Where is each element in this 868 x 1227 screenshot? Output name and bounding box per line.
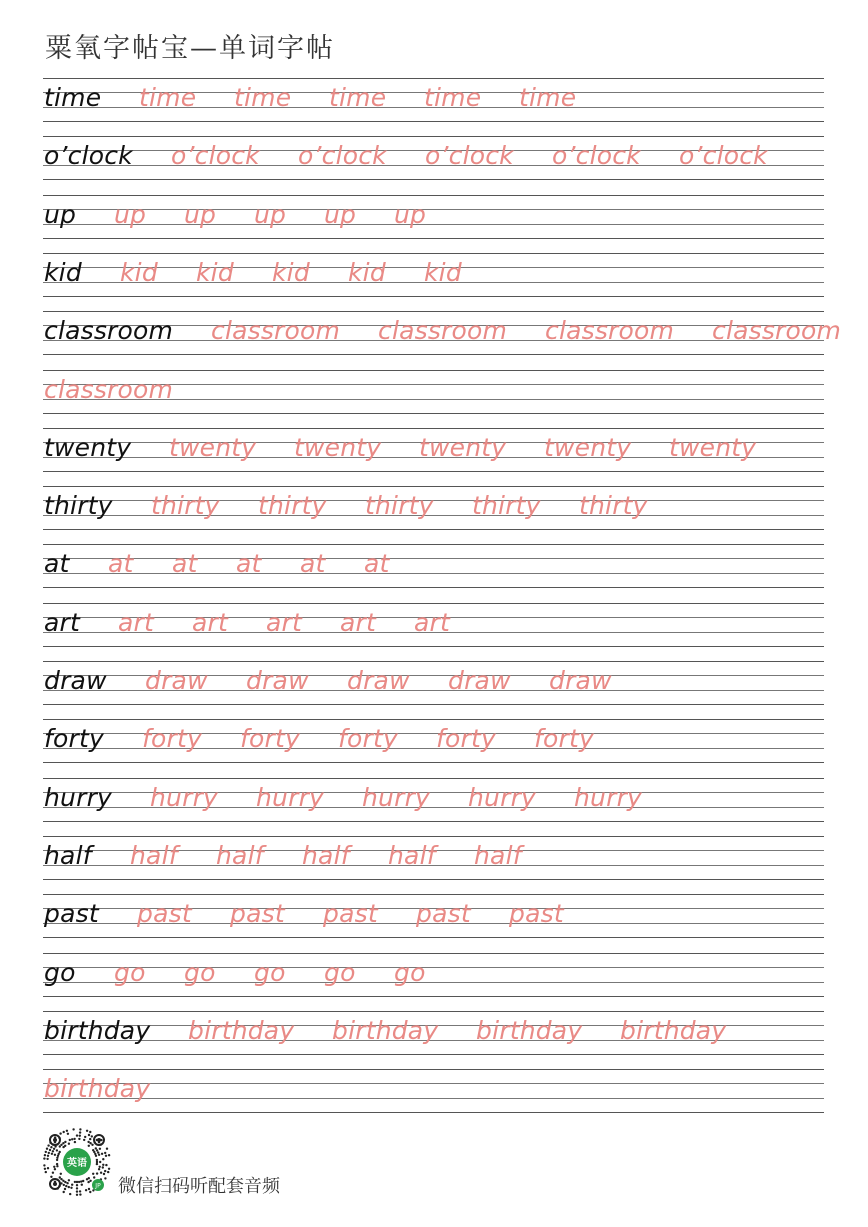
tracing-word: twenty: [544, 432, 632, 462]
tracing-word: forty: [534, 724, 594, 754]
guide-line: [43, 953, 824, 954]
tracing-word: half: [302, 840, 350, 870]
tracing-word: past: [416, 899, 471, 929]
tracing-word: time: [139, 83, 197, 112]
practice-row: [43, 195, 824, 239]
tracing-word: time: [234, 83, 292, 112]
model-word: half: [44, 840, 92, 870]
guide-line: [43, 1083, 824, 1084]
tracing-word: art: [266, 607, 303, 637]
guide-line: [43, 486, 824, 487]
tracing-word: past: [230, 899, 285, 929]
tracing-word: at: [236, 549, 262, 579]
guide-line: [43, 544, 824, 545]
model-word: hurry: [44, 782, 113, 812]
tracing-word: kid: [272, 257, 310, 287]
tracing-word: birthday: [44, 1074, 151, 1104]
tracing-word: half: [216, 840, 264, 870]
practice-row: [43, 370, 824, 414]
guide-line: [43, 982, 824, 983]
practice-row: [43, 78, 824, 122]
practice-row: [43, 253, 824, 297]
guide-line: [43, 209, 824, 210]
tracing-word: draw: [549, 666, 612, 695]
guide-line: [43, 311, 824, 312]
model-word: forty: [44, 724, 104, 754]
qr-code-icon[interactable]: [40, 1125, 114, 1199]
guide-line: [43, 354, 824, 355]
tracing-word: go: [394, 957, 426, 987]
tracing-word: time: [424, 83, 482, 112]
tracing-word: thirty: [151, 491, 220, 521]
tracing-word: thirty: [579, 491, 648, 521]
guide-line: [43, 661, 824, 662]
model-word: draw: [44, 666, 107, 695]
guide-line: [43, 529, 824, 530]
tracing-word: classroom: [378, 316, 508, 346]
practice-row: [43, 1011, 824, 1055]
model-word: art: [44, 607, 81, 637]
model-word: up: [44, 199, 77, 229]
guide-line: [43, 413, 824, 414]
tracing-word: classroom: [44, 374, 174, 404]
tracing-word: go: [254, 957, 286, 987]
tracing-word: classroom: [545, 316, 675, 346]
tracing-word: classroom: [211, 316, 341, 346]
tracing-word: birthday: [476, 1015, 583, 1045]
guide-line: [43, 1098, 824, 1099]
guide-line: [43, 471, 824, 472]
practice-row: [43, 953, 824, 997]
guide-line: [43, 195, 824, 196]
tracing-word: go: [184, 957, 216, 987]
model-word: time: [44, 83, 102, 112]
tracing-word: draw: [145, 666, 208, 695]
tracing-word: thirty: [258, 491, 327, 521]
guide-line: [43, 370, 824, 371]
tracing-word: kid: [424, 257, 462, 287]
tracing-word: birthday: [332, 1015, 439, 1045]
tracing-word: up: [254, 199, 287, 229]
tracing-word: half: [130, 840, 178, 870]
tracing-word: past: [323, 899, 378, 929]
tracing-word: at: [364, 549, 390, 579]
tracing-word: go: [114, 957, 146, 987]
guide-line: [43, 879, 824, 880]
tracing-word: forty: [338, 724, 398, 754]
tracing-word: time: [519, 83, 577, 112]
tracing-word: hurry: [468, 782, 537, 812]
tracing-word: o’clock: [552, 141, 641, 171]
tracing-word: go: [324, 957, 356, 987]
guide-line: [43, 573, 824, 574]
tracing-word: hurry: [574, 782, 643, 812]
guide-line: [43, 136, 824, 137]
tracing-word: up: [184, 199, 217, 229]
practice-row: [43, 544, 824, 588]
tracing-word: art: [340, 607, 377, 637]
tracing-word: draw: [448, 666, 511, 695]
guide-line: [43, 719, 824, 720]
guide-line: [43, 428, 824, 429]
model-word: thirty: [44, 491, 113, 521]
tracing-word: forty: [436, 724, 496, 754]
tracing-word: o’clock: [679, 141, 768, 171]
tracing-word: o’clock: [425, 141, 514, 171]
tracing-word: birthday: [620, 1015, 727, 1045]
guide-line: [43, 1011, 824, 1012]
tracing-word: art: [192, 607, 229, 637]
tracing-word: twenty: [419, 432, 507, 462]
guide-line: [43, 1054, 824, 1055]
model-word: o’clock: [44, 141, 133, 171]
model-word: classroom: [44, 316, 174, 346]
model-word: go: [44, 957, 76, 987]
guide-line: [43, 646, 824, 647]
tracing-word: time: [329, 83, 387, 112]
guide-line: [43, 996, 824, 997]
practice-row: [43, 1069, 824, 1113]
tracing-word: forty: [142, 724, 202, 754]
tracing-word: at: [300, 549, 326, 579]
guide-line: [43, 937, 824, 938]
guide-line: [43, 778, 824, 779]
tracing-word: up: [394, 199, 427, 229]
footer-caption: 微信扫码听配套音频: [118, 1176, 280, 1197]
practice-row: [43, 311, 842, 355]
tracing-word: up: [324, 199, 357, 229]
tracing-word: at: [172, 549, 198, 579]
tracing-word: classroom: [712, 316, 842, 346]
guide-line: [43, 238, 824, 239]
page-title: 粟氧字帖宝—单词字帖: [45, 33, 335, 64]
practice-row: [43, 719, 824, 763]
tracing-word: twenty: [294, 432, 382, 462]
tracing-word: past: [509, 899, 564, 929]
tracing-word: hurry: [256, 782, 325, 812]
guide-line: [43, 894, 824, 895]
guide-line: [43, 558, 824, 559]
tracing-word: twenty: [169, 432, 257, 462]
tracing-word: kid: [348, 257, 386, 287]
tracing-word: hurry: [150, 782, 219, 812]
guide-line: [43, 762, 824, 763]
tracing-word: o’clock: [171, 141, 260, 171]
tracing-word: birthday: [188, 1015, 295, 1045]
practice-row: [43, 778, 824, 822]
guide-line: [43, 224, 824, 225]
tracing-word: art: [414, 607, 451, 637]
tracing-word: kid: [196, 257, 234, 287]
guide-line: [43, 121, 824, 122]
practice-row: [43, 428, 824, 472]
tracing-word: thirty: [365, 491, 434, 521]
model-word: birthday: [44, 1015, 151, 1045]
guide-line: [43, 253, 824, 254]
guide-line: [43, 967, 824, 968]
model-word: twenty: [44, 432, 132, 462]
tracing-word: hurry: [362, 782, 431, 812]
tracing-word: half: [474, 840, 522, 870]
tracing-word: draw: [347, 666, 410, 695]
guide-line: [43, 821, 824, 822]
tracing-word: kid: [120, 257, 158, 287]
practice-row: [43, 661, 824, 705]
tracing-word: forty: [240, 724, 300, 754]
tracing-word: art: [118, 607, 155, 637]
tracing-word: draw: [246, 666, 309, 695]
tracing-word: twenty: [669, 432, 757, 462]
guide-line: [43, 704, 824, 705]
tracing-word: up: [114, 199, 147, 229]
qr-badge-text: 英语: [67, 1158, 87, 1169]
guide-line: [43, 836, 824, 837]
guide-line: [43, 78, 824, 79]
footer: [40, 1125, 440, 1205]
guide-line: [43, 179, 824, 180]
tracing-word: past: [137, 899, 192, 929]
guide-line: [43, 296, 824, 297]
practice-row: [43, 836, 824, 880]
tracing-word: half: [388, 840, 436, 870]
guide-line: [43, 603, 824, 604]
model-word: kid: [44, 257, 82, 287]
tracing-word: o’clock: [298, 141, 387, 171]
tracing-word: at: [108, 549, 134, 579]
guide-line: [43, 587, 824, 588]
model-word: past: [44, 899, 99, 929]
tracing-word: thirty: [472, 491, 541, 521]
model-word: at: [44, 549, 70, 579]
practice-row: [43, 603, 824, 647]
practice-row: [43, 136, 824, 180]
practice-row: [43, 486, 824, 530]
practice-row: [43, 894, 824, 938]
guide-line: [43, 1112, 824, 1113]
qr-corner-text: JP: [95, 1182, 101, 1190]
guide-line: [43, 1069, 824, 1070]
